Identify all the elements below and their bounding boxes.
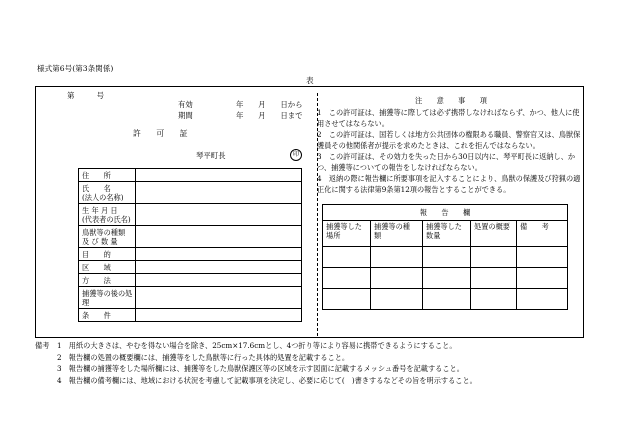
field-row [79,226,302,248]
front-label: 表 [306,76,314,85]
report-cell[interactable] [517,247,568,268]
remark-item: 2 報告欄の処置の概要欄には、捕獲等をした鳥獣等に行った具体的処置を記載すること。 [57,352,350,362]
report-column-header: 捕獲等した 場所 [323,221,371,247]
remarks-label: 備考 [35,341,50,350]
remark-item: 4 報告欄の備考欄には、地域における状況を考慮して記載事項を決定し、必要に応じて( )書きするなどその旨を明示すること。 [57,375,477,385]
field-value[interactable] [136,169,302,182]
field-label: 氏 名 (法人の名称) [79,182,136,204]
report-cell[interactable] [517,289,568,310]
field-value[interactable] [136,274,302,287]
field-row [79,274,302,287]
report-cell[interactable] [471,247,517,268]
notes-section [317,95,585,195]
report-row [323,289,568,310]
field-row [79,287,302,309]
validity-from: 年 月 日から [236,100,303,109]
report-title-row [323,205,568,221]
field-value[interactable] [136,204,302,226]
field-value[interactable] [136,248,302,261]
report-cell[interactable] [371,247,423,268]
field-row [79,261,302,274]
validity-to: 年 月 日まで [236,111,303,120]
remark-item: 3 報告欄の捕獲等をした場所欄には、捕獲等をした鳥獣保護区等の区域を示す図面に記載するメッシュ番号を記載すること。 [57,364,464,373]
field-value[interactable] [136,182,302,204]
report-cell[interactable] [371,268,423,289]
report-cell[interactable] [423,247,471,268]
field-label: 捕獲等の後の処 理 [79,287,136,309]
report-cell[interactable] [423,268,471,289]
report-cell[interactable] [323,247,371,268]
report-column-header: 処置の概要 [471,221,517,247]
issuer-name: 琴平町長 [196,151,226,160]
note-item: 3 この許可証は、その効力を失った日から30日以内に、琴平町長に返納し、かつ、捕獲等についての報告をしなければならない。 [317,152,576,172]
note-item: 2 この許可証は、国若しくは地方公共団体の権限ある職員、警察官又は、鳥獣保護員その他関係者が提示を求めたときは、これを拒んではならない。 [317,130,581,150]
field-label: 鳥獣等の種類 及 び 数 量 [79,226,136,248]
report-cell[interactable] [517,268,568,289]
report-cell[interactable] [371,289,423,310]
field-value[interactable] [136,261,302,274]
notes-heading: 注 意 事 項 [415,96,487,105]
field-label: 区 域 [79,261,136,274]
report-cell[interactable] [323,268,371,289]
report-column-header: 捕獲等の種 類 [371,221,423,247]
report-column-header: 捕獲等した 数量 [423,221,471,247]
report-column-header: 備 考 [517,221,568,247]
note-item: 4 返納の際に報告欄に所要事項を記入することにより、鳥獣の保護及び狩猟の適正化に関する法律第9条第12項の報告とすることができる。 [317,174,581,194]
report-title: 報 告 欄 [323,205,568,221]
report-cell[interactable] [471,268,517,289]
field-value[interactable] [136,287,302,309]
validity-label-2: 期間 [178,111,193,120]
field-label: 方 法 [79,274,136,287]
report-cell[interactable] [471,289,517,310]
seal-mark: 印 [290,149,302,161]
field-row [79,309,302,322]
report-cell[interactable] [323,289,371,310]
report-row [323,268,568,289]
report-header-row [323,221,568,247]
field-value[interactable] [136,309,302,322]
validity-label-1: 有効 [178,100,193,109]
number-label: 第 号 [67,91,104,100]
field-label: 条 件 [79,309,136,322]
note-item: 1 この許可証は、捕獲等に際しては必ず携帯しなければならず、かつ、他人に使用させてはならない。 [317,108,580,128]
field-row [79,248,302,261]
field-label: 生 年 月 日 (代表者の氏名) [79,204,136,226]
field-row [79,182,302,204]
field-label: 目 的 [79,248,136,261]
field-row [79,204,302,226]
report-cell[interactable] [423,289,471,310]
field-row [79,169,302,182]
field-value[interactable] [136,226,302,248]
form-number: 様式第6号(第3条関係) [37,64,114,73]
field-label: 住 所 [79,169,136,182]
remark-item: 備考 1 用紙の大きさは、やむを得ない場合を除き、25cm×17.6cmとし、4つ折り等により容易に携帯できるようにすること。 [35,341,457,350]
applicant-fields-table [78,168,302,322]
remarks-section [35,340,477,386]
report-table [322,204,568,310]
report-row [323,247,568,268]
permit-title: 許 可 証 [133,129,188,138]
